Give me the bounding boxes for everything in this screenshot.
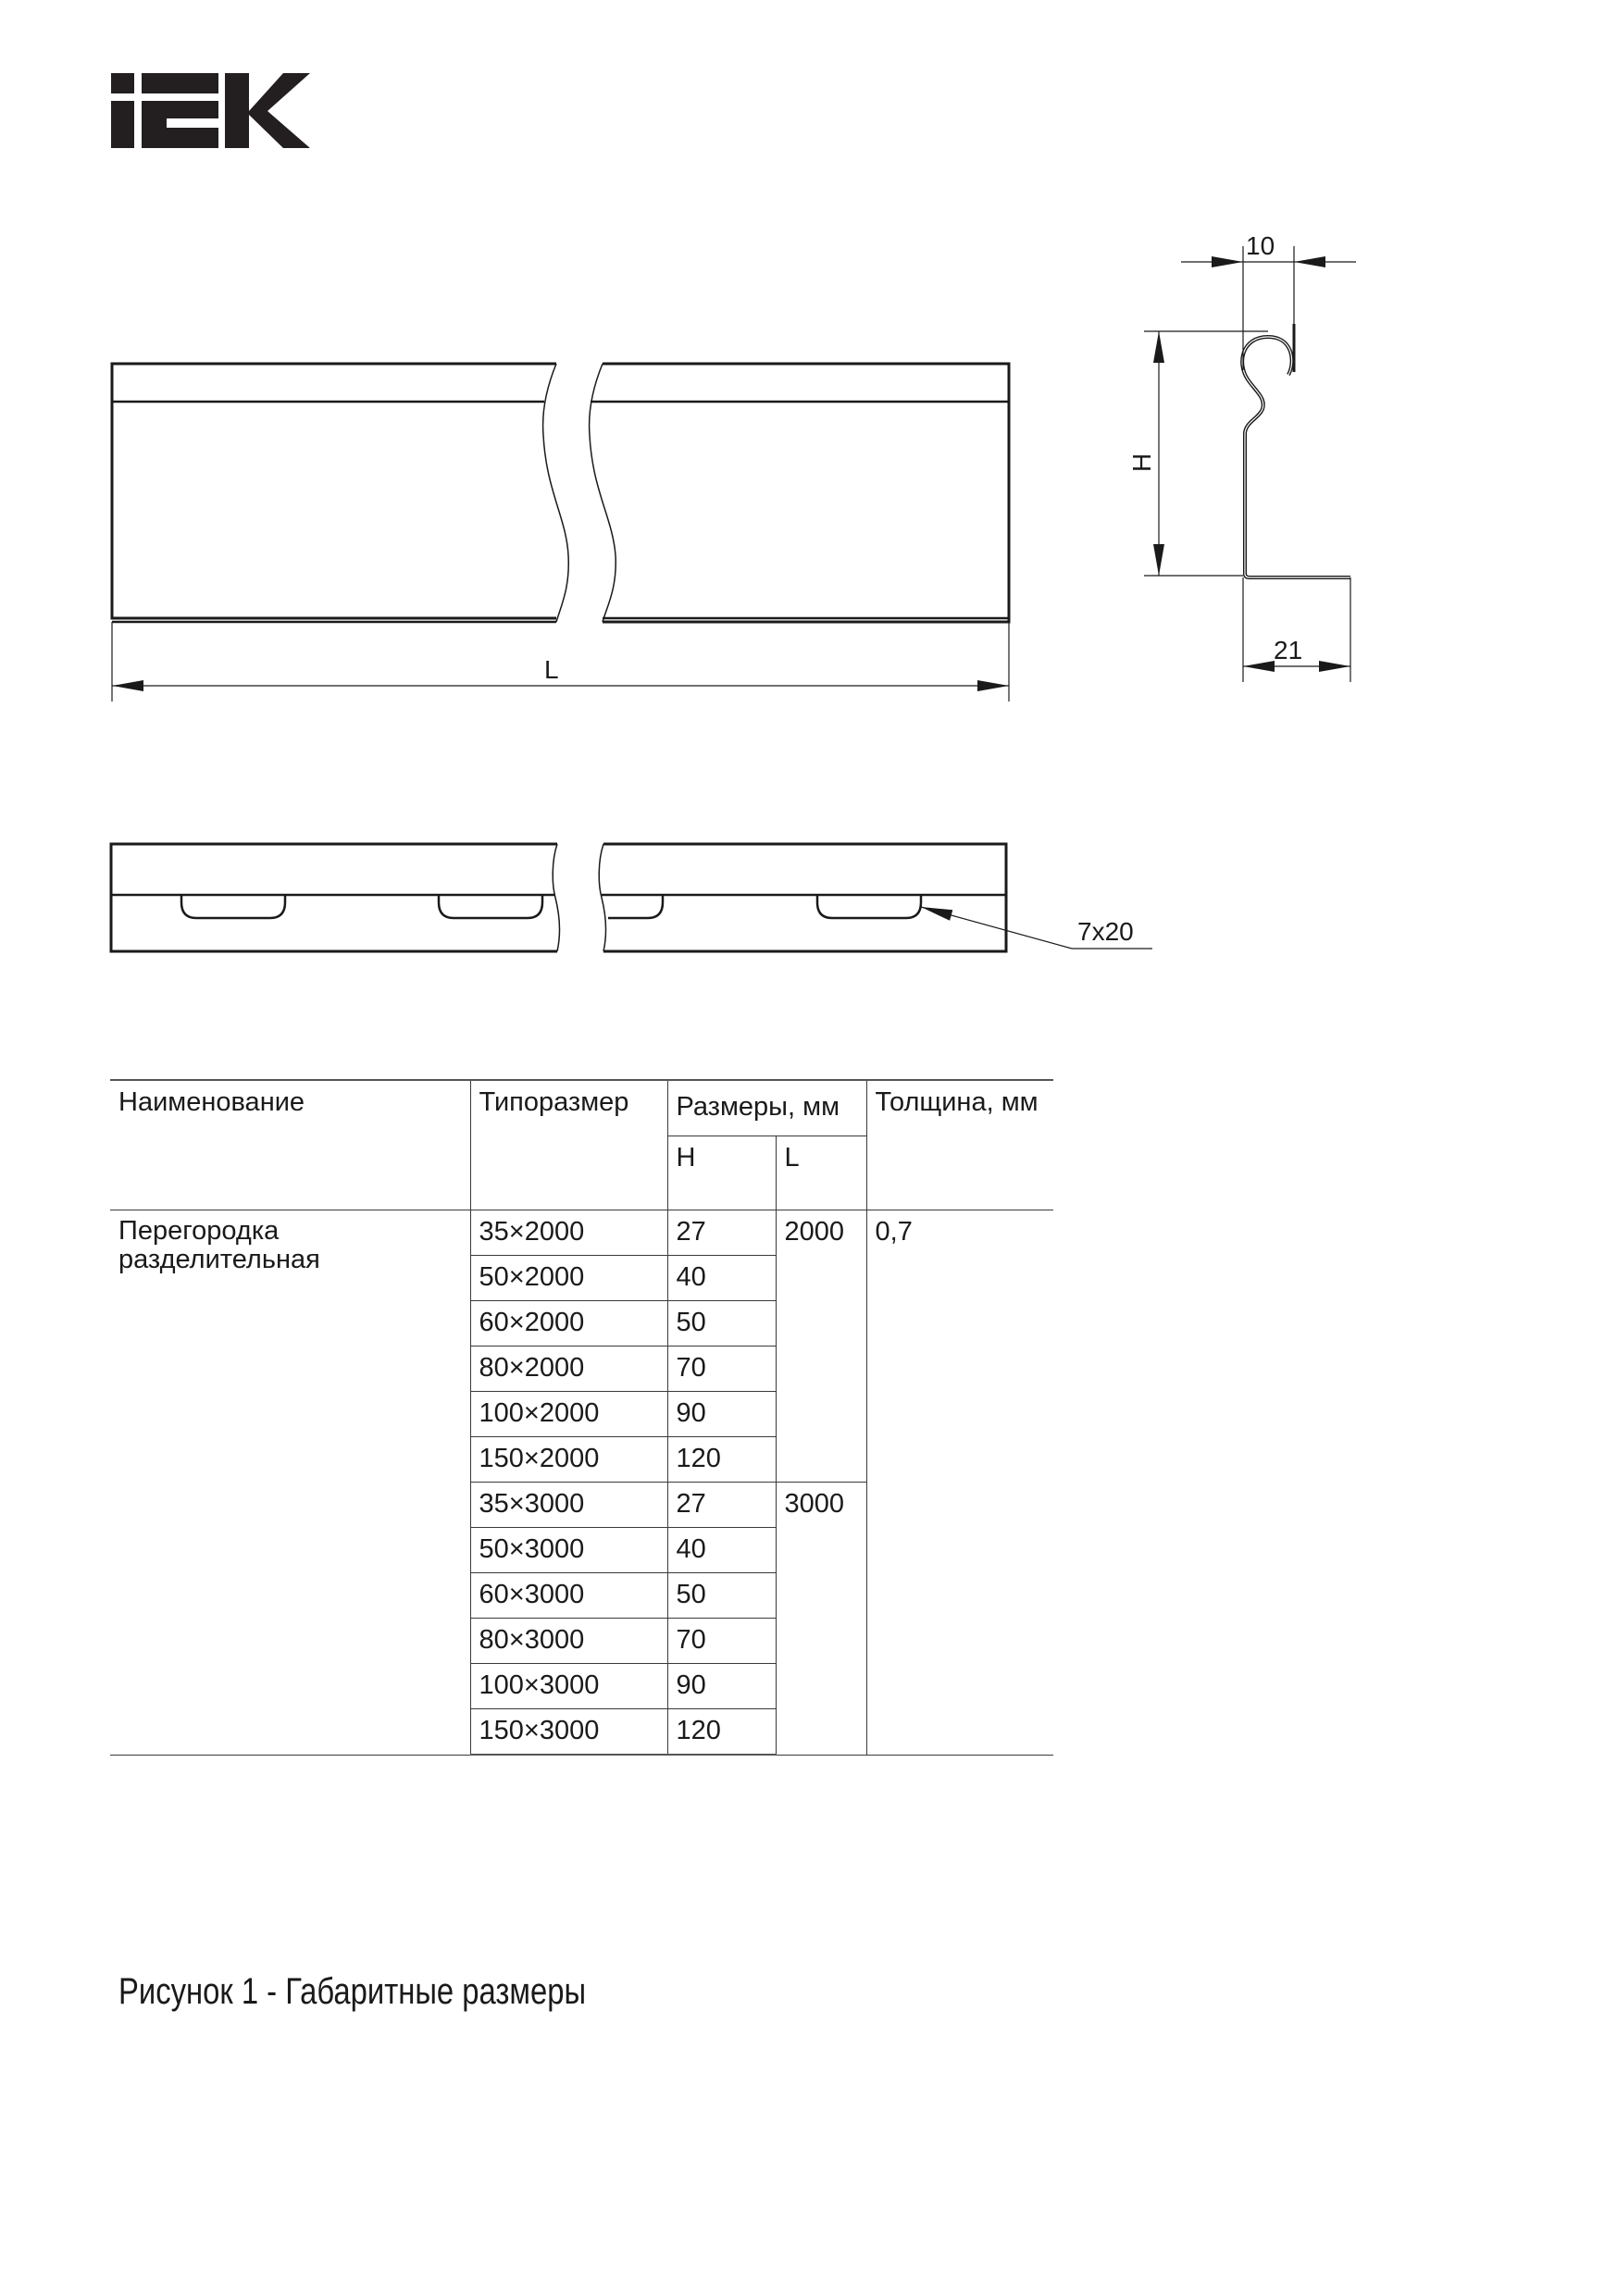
- size-cell: 35×2000: [470, 1210, 667, 1256]
- break-line-left: [543, 364, 569, 622]
- size-cell: 80×2000: [470, 1347, 667, 1392]
- length-cell: 2000: [776, 1210, 866, 1483]
- bottom-width-label: 21: [1274, 636, 1303, 664]
- height-cell: 40: [667, 1256, 776, 1301]
- size-cell: 60×2000: [470, 1301, 667, 1347]
- size-cell: 100×3000: [470, 1664, 667, 1709]
- header-dimensions: Размеры, мм: [667, 1080, 866, 1136]
- bottom-view: [111, 844, 1152, 951]
- height-cell: 70: [667, 1619, 776, 1664]
- header-name: Наименование: [110, 1080, 470, 1210]
- slot: [608, 895, 663, 918]
- height-label: H: [1127, 453, 1156, 472]
- size-cell: 60×3000: [470, 1573, 667, 1619]
- break-line-left-bottom: [553, 844, 559, 951]
- header-l: L: [776, 1136, 866, 1210]
- height-cell: 120: [667, 1437, 776, 1483]
- size-cell: 100×2000: [470, 1392, 667, 1437]
- header-h: H: [667, 1136, 776, 1210]
- size-cell: 150×2000: [470, 1437, 667, 1483]
- table-row: [110, 1210, 1053, 1256]
- side-view: [112, 364, 1009, 701]
- size-cell: 50×2000: [470, 1256, 667, 1301]
- slot: [439, 895, 542, 918]
- slot: [181, 895, 285, 918]
- technical-drawing: [0, 0, 1617, 1018]
- specification-table: [110, 1079, 1053, 1756]
- slot-size-label: 7x20: [1077, 917, 1134, 946]
- profile-view: [1144, 246, 1356, 682]
- height-cell: 70: [667, 1347, 776, 1392]
- thickness-cell: 0,7: [866, 1210, 1053, 1756]
- figure-caption: Рисунок 1 - Габаритные размеры: [118, 1971, 587, 2012]
- height-cell: 90: [667, 1392, 776, 1437]
- height-cell: 50: [667, 1301, 776, 1347]
- header-size: Типоразмер: [470, 1080, 667, 1210]
- slot: [817, 895, 921, 918]
- height-cell: 90: [667, 1664, 776, 1709]
- size-cell: 50×3000: [470, 1528, 667, 1573]
- height-cell: 27: [667, 1483, 776, 1528]
- height-cell: 40: [667, 1528, 776, 1573]
- height-cell: 120: [667, 1709, 776, 1756]
- size-cell: 150×3000: [470, 1709, 667, 1756]
- profile-outline: [1242, 337, 1350, 577]
- size-cell: 80×3000: [470, 1619, 667, 1664]
- product-name-cell: Перегородка разделительная: [110, 1210, 470, 1756]
- height-cell: 27: [667, 1210, 776, 1256]
- header-thickness: Толщина, мм: [866, 1080, 1053, 1210]
- height-cell: 50: [667, 1573, 776, 1619]
- length-cell: 3000: [776, 1483, 866, 1756]
- size-cell: 35×3000: [470, 1483, 667, 1528]
- break-line-right-bottom: [599, 844, 605, 951]
- table-header-row: [110, 1080, 1053, 1136]
- length-label: L: [544, 655, 559, 684]
- top-width-label: 10: [1246, 231, 1275, 260]
